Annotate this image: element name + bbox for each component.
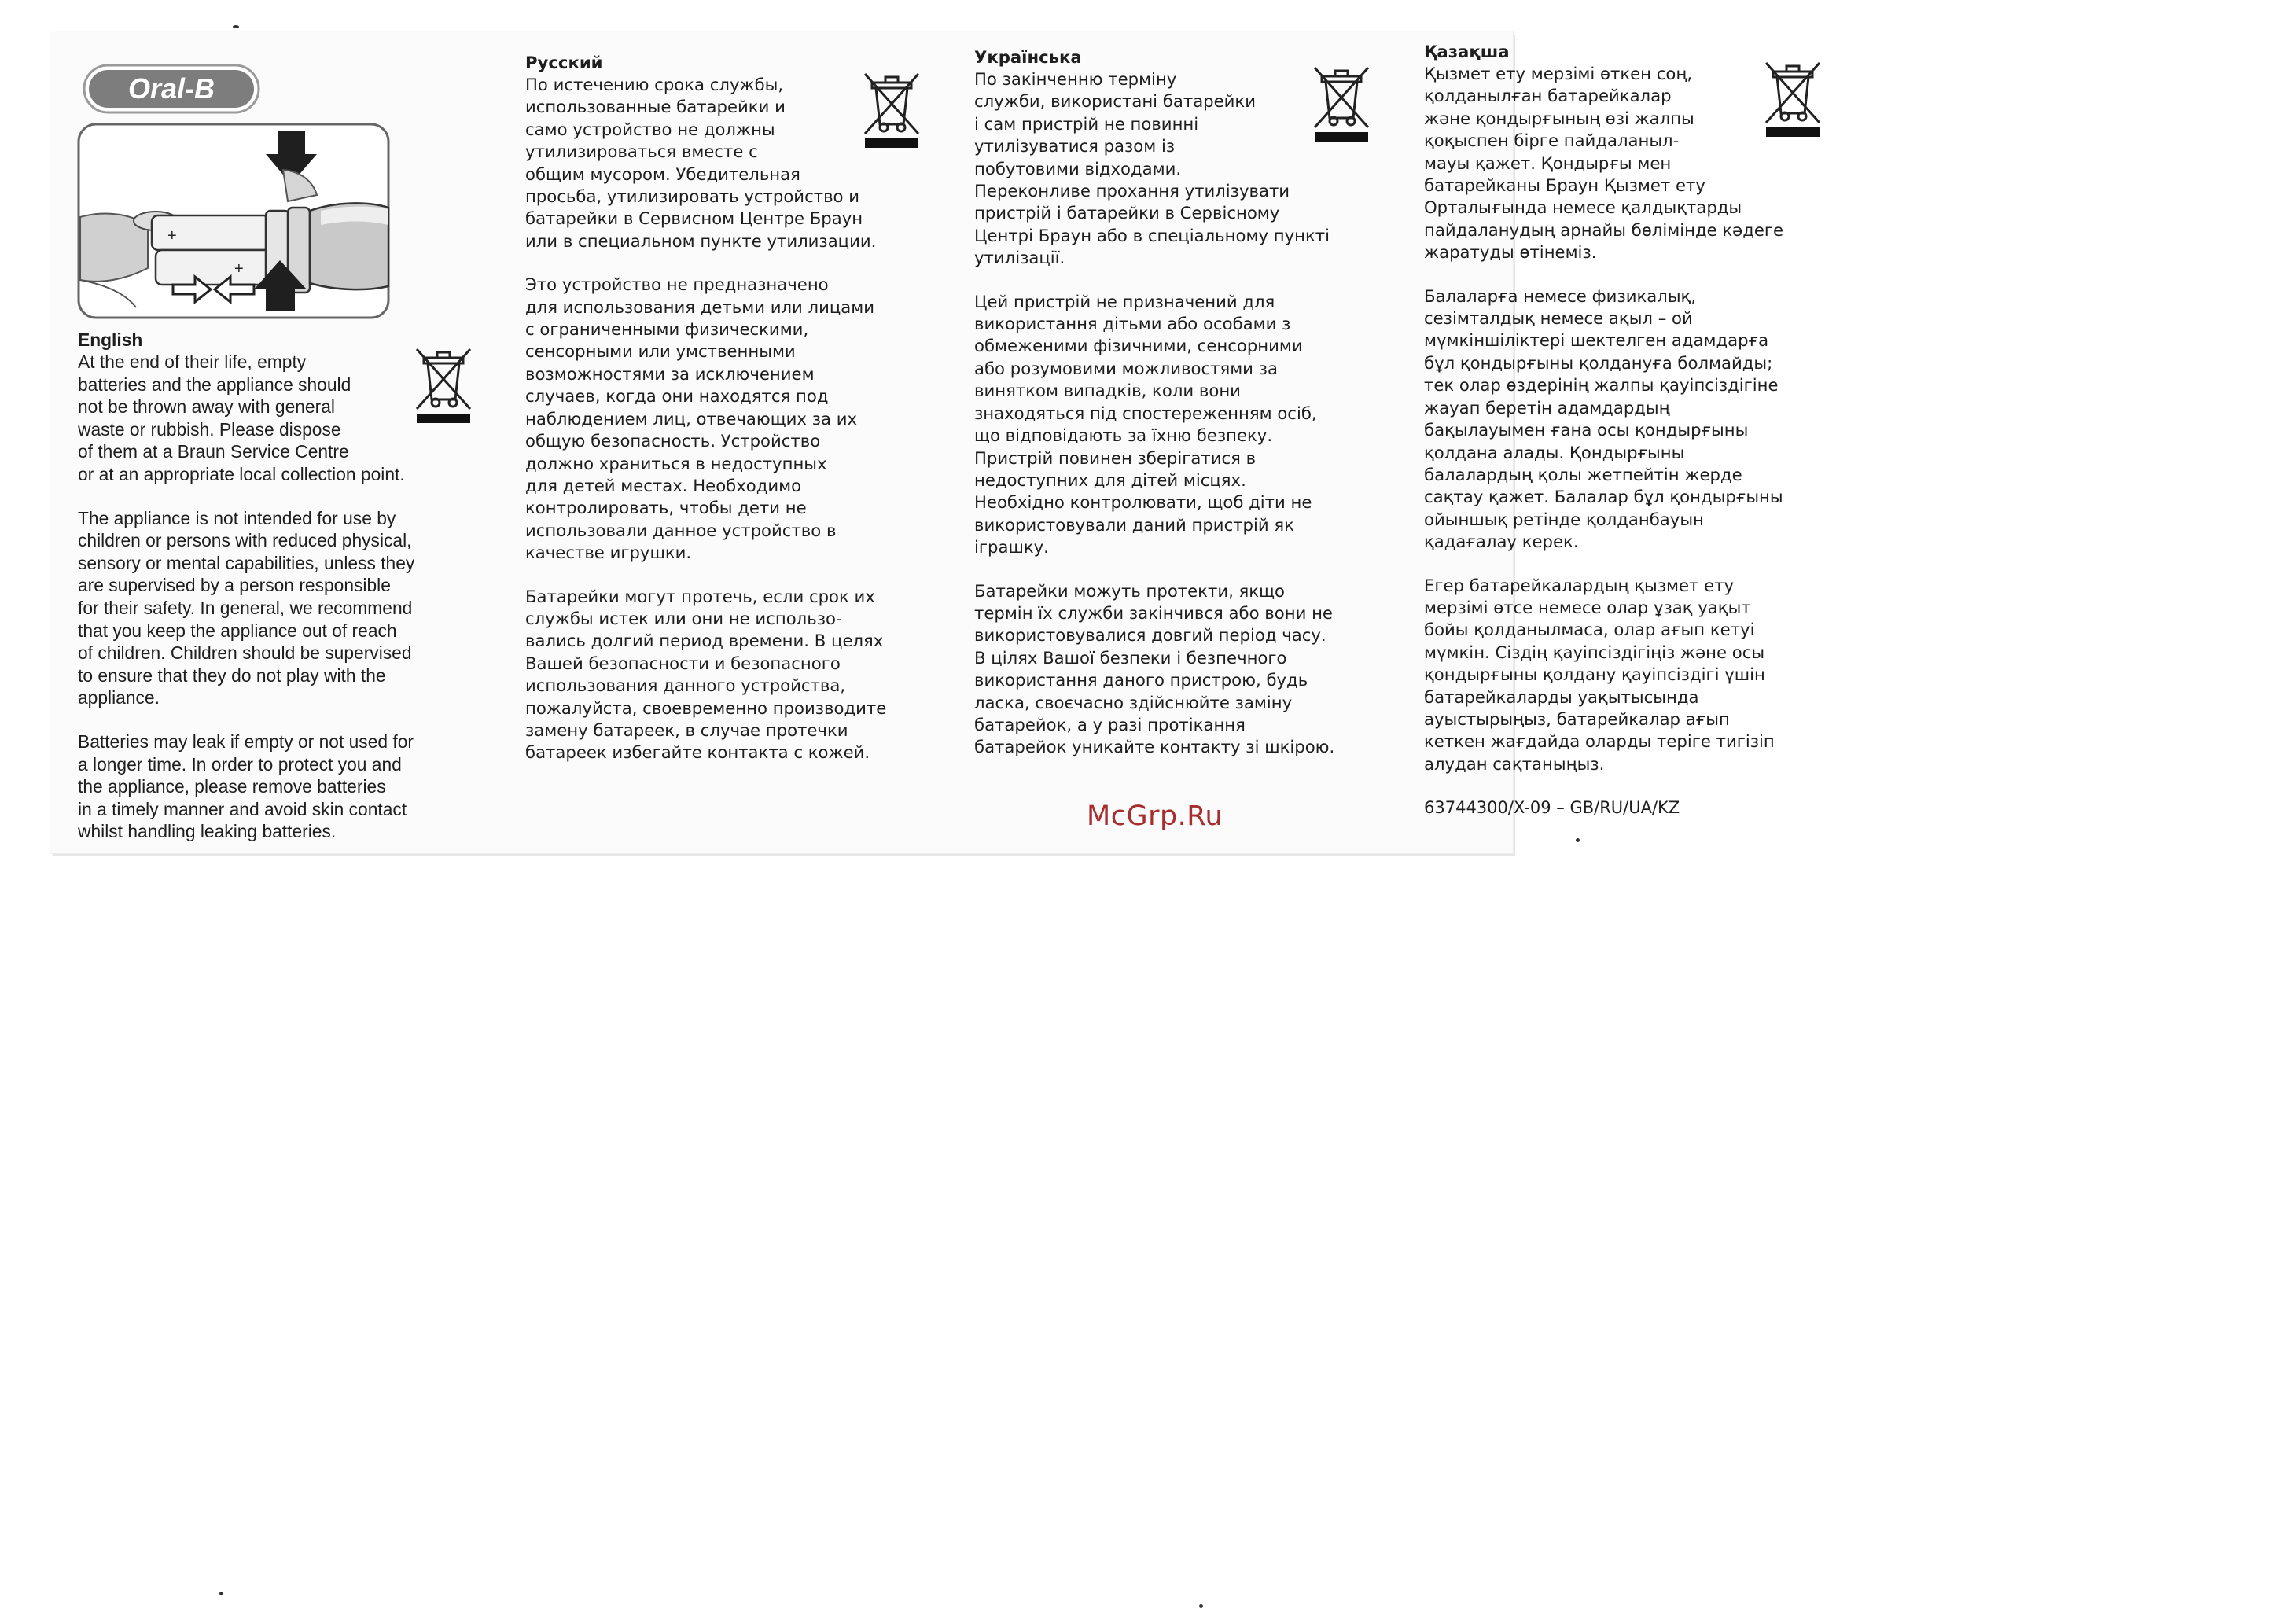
svg-text:+: + — [167, 227, 177, 245]
text-line: бақылауымен ғана осы қондырғыны — [1424, 420, 1749, 440]
text-line: қадағалау керек. — [1424, 532, 1579, 552]
text-line: мүмкіншіліктері шектелген адамдарға — [1424, 330, 1769, 351]
text-line: служби, використані батарейки — [974, 91, 1257, 112]
text-line: or at an appropriate local collection point. — [78, 463, 405, 484]
text-line: використання даного пристрою, будь — [974, 670, 1308, 690]
text-line: і сам пристрій не повинні — [974, 113, 1199, 134]
text-line: случаев, когда они находятся под — [525, 386, 829, 407]
scan-speck — [219, 1592, 223, 1595]
oral-b-logo — [82, 63, 261, 115]
weee-bin-icon — [1308, 64, 1374, 142]
text-line: At the end of their life, empty — [78, 351, 307, 372]
text-line: замену батареек, в случае протечки — [525, 719, 848, 740]
text-line: batteries and the appliance should — [78, 374, 351, 395]
text-line: батарейкаларды уақытысында — [1424, 686, 1699, 707]
text-line: использованные батарейки и — [525, 97, 786, 117]
text-line: Переконливе прохання утилізувати — [974, 181, 1290, 201]
text-line: контролировать, чтобы дети не — [525, 498, 807, 518]
ukrainian-column — [974, 46, 1422, 759]
text-line: Необхідно контролювати, щоб діти не — [974, 492, 1312, 513]
text-line: термін їх служби закінчився або вони не — [974, 602, 1333, 623]
text-line: должно храниться в недоступных — [525, 453, 827, 473]
text-line: качестве игрушки. — [525, 543, 692, 563]
ukrainian-paragraph-batteries — [974, 580, 1422, 759]
scan-speck — [233, 25, 239, 28]
text-line: утилізуватися разом із — [974, 136, 1176, 156]
svg-text:+: + — [234, 260, 244, 278]
text-line: батарейок, а у разі протікання — [974, 714, 1246, 734]
russian-paragraph-children — [525, 274, 981, 564]
text-line: обмеженими фізичними, сенсорними — [974, 336, 1303, 356]
text-line: қондырғыны қолдану қауіпсіздігі үшін — [1424, 664, 1765, 685]
text-line: наблюдением лиц, отвечающих за их — [525, 408, 858, 429]
text-line: қолдана алады. Қондырғыны — [1424, 442, 1685, 462]
document-code: 63744300/X-09 – GB/RU/UA/KZ — [1424, 798, 1680, 818]
text-line: службы истек или они не использо- — [525, 608, 842, 628]
text-line: пайдаланудың арнайы бөлімінде кәдеге — [1424, 219, 1784, 240]
text-line: Пристрій повинен зберігатися в — [974, 447, 1257, 468]
text-line: waste or rubbish. Please dispose — [78, 418, 341, 440]
text-line: или в специальном пункте утилизации. — [525, 230, 877, 251]
weee-bin-icon — [859, 71, 925, 148]
english-paragraph-children — [78, 507, 526, 709]
text-line: сенсорными или умственными — [525, 341, 796, 362]
text-line: пожалуйста, своевременно производите — [525, 697, 887, 718]
text-line: мүмкін. Сіздің қауіпсіздігіңіз және осы — [1424, 642, 1765, 662]
text-line: знаходяться під спостереженням осіб, — [974, 403, 1317, 423]
text-line: to ensure that they do not play with the — [78, 664, 386, 686]
russian-paragraph-batteries — [525, 586, 981, 764]
watermark: McGrp.Ru — [1087, 800, 1223, 832]
text-line: ойыншық ретінде қолданбауын — [1424, 509, 1704, 529]
text-line: The appliance is not intended for use by — [78, 507, 396, 528]
text-line: Балаларға немесе физикалық, — [1424, 285, 1697, 306]
text-line: возможностями за исключением — [525, 363, 815, 384]
text-line: само устройство не должны — [525, 119, 775, 139]
text-line: сақтау қажет. Балалар бұл қондырғыны — [1424, 487, 1783, 507]
text-line: Batteries may leak if empty or not used for — [78, 731, 414, 752]
text-line: Батарейки могут протечь, если срок их — [525, 586, 875, 606]
text-line: жауап беретін адамдардың — [1424, 397, 1670, 418]
kazakh-paragraph-children — [1424, 285, 1872, 554]
text-line: that you keep the appliance out of reach — [78, 620, 397, 641]
text-line: жаратуды өтінеміз. — [1424, 242, 1597, 263]
text-line: общую безопасность. Устройство — [525, 431, 821, 451]
text-line: қоқыспен бірге пайдаланыл- — [1424, 131, 1680, 151]
text-line: children or persons with reduced physical, — [78, 530, 412, 551]
text-line: in a timely manner and avoid skin contact — [78, 798, 407, 819]
text-line: are supervised by a person responsible — [78, 575, 391, 596]
text-line: және қондырғының өзі жалпы — [1424, 108, 1694, 128]
text-line: батарейканы Браун Қызмет ету — [1424, 175, 1705, 196]
text-line: використання дітьми або особами з — [974, 314, 1291, 334]
russian-heading: Русский — [525, 53, 603, 72]
russian-column — [525, 52, 981, 764]
text-line: not be thrown away with general — [78, 396, 335, 418]
text-line: утилізації. — [974, 248, 1065, 268]
text-line: батарейки в Сервисном Центре Браун — [525, 208, 863, 229]
text-line: батарейок уникайте контакту зі шкірою. — [974, 737, 1335, 757]
text-line: Орталығында немесе қалдықтарды — [1424, 197, 1742, 218]
text-line: of children. Children should be supervised — [78, 642, 412, 664]
text-line: що відповідають за їхню безпеку. — [974, 425, 1273, 446]
text-line: a longer time. In order to protect you and — [78, 753, 402, 775]
scan-speck — [1576, 838, 1580, 842]
battery-insertion-illustration — [77, 123, 390, 319]
text-line: використовували даний пристрій як — [974, 514, 1294, 535]
text-line: побутовими відходами. — [974, 158, 1182, 178]
text-line: для детей местах. Необходимо — [525, 475, 802, 495]
text-line: бойы қолданылмаса, олар ағып кетуі — [1424, 620, 1755, 640]
ukrainian-paragraph-children — [974, 291, 1422, 559]
weee-bin-icon — [410, 346, 476, 423]
text-line: Батарейки можуть протекти, якщо — [974, 580, 1286, 601]
text-line: тек олар өздерінің жалпы қауіпсіздігіне — [1424, 375, 1779, 396]
text-line: По истечению срока службы, — [525, 75, 784, 94]
text-line: або розумовими можливостями за — [974, 358, 1278, 378]
text-line: Егер батарейкалардың қызмет ету — [1424, 575, 1735, 595]
text-line: балалардың қолы жетпейтін жерде — [1424, 464, 1742, 484]
text-line: Это устройство не предназначено — [525, 274, 829, 295]
kazakh-column — [1424, 41, 1872, 819]
text-line: sensory or mental capabilities, unless they — [78, 552, 415, 573]
instruction-leaflet — [50, 31, 1784, 853]
text-line: недоступних для дітей місцях. — [974, 469, 1246, 490]
ukrainian-heading: Українська — [974, 47, 1082, 67]
text-line: бұл қондырғыны қолдануға болмайды; — [1424, 352, 1773, 373]
text-line: іграшку. — [974, 537, 1049, 558]
text-line: сезімталдық немесе ақыл – ой — [1424, 308, 1693, 329]
text-line: В цілях Вашої безпеки і безпечного — [974, 647, 1287, 668]
text-line: appliance. — [78, 687, 160, 708]
text-line: батареек избегайте контакта с кожей. — [525, 742, 870, 763]
weee-bin-icon — [1760, 60, 1826, 137]
text-line: кеткен жағдайда оларды теріге тигізіп — [1424, 731, 1775, 752]
text-line: Қызмет ету мерзімі өткен соң, — [1424, 64, 1693, 83]
text-line: Цей пристрій не призначений для — [974, 291, 1275, 311]
kazakh-heading: Қазақша — [1424, 42, 1510, 61]
text-line: whilst handling leaking batteries. — [78, 821, 337, 842]
text-line: общим мусором. Убедительная — [525, 164, 800, 184]
english-paragraph-batteries — [78, 731, 526, 843]
text-line: for their safety. In general, we recommend — [78, 597, 413, 618]
text-line: утилизироваться вместе с — [525, 142, 758, 162]
text-line: мерзімі өтсе немесе олар ұзақ уақыт — [1424, 597, 1751, 617]
text-line: Центрі Браун або в спеціальному пункті — [974, 225, 1330, 245]
text-line: вались долгий период времени. В целях — [525, 631, 884, 651]
text-line: Вашей безопасности и безопасного — [525, 653, 841, 673]
text-line: винятком випадків, коли вони — [974, 381, 1241, 401]
text-line: с ограниченными физическими, — [525, 319, 809, 340]
text-line: алудан сақтаныңыз. — [1424, 753, 1605, 774]
text-line: ауыстырыңыз, батарейкалар ағып — [1424, 708, 1730, 729]
text-line: of them at a Braun Service Centre — [78, 441, 349, 462]
text-line: По закінченню терміну — [974, 69, 1177, 89]
text-line: мауы қажет. Қондырғы мен — [1424, 153, 1672, 173]
text-line: використовувалися довгий період часу. — [974, 625, 1326, 646]
logo-text: Oral-B — [127, 72, 215, 105]
kazakh-paragraph-batteries — [1424, 575, 1872, 776]
text-line: использования данного устройства, — [525, 675, 846, 696]
text-line: қолданылған батарейкалар — [1424, 86, 1672, 106]
english-heading: English — [78, 329, 143, 350]
text-line: ласка, своєчасно здійснюйте заміну — [974, 692, 1293, 712]
scan-speck — [1199, 1604, 1203, 1608]
text-line: для использования детьми или лицами — [525, 296, 875, 317]
text-line: the appliance, please remove batteries — [78, 776, 386, 797]
text-line: пристрій і батарейки в Сервісному — [974, 203, 1280, 223]
text-line: просьба, утилизировать устройство и — [525, 186, 860, 207]
text-line: использовали данное устройство в — [525, 520, 837, 540]
